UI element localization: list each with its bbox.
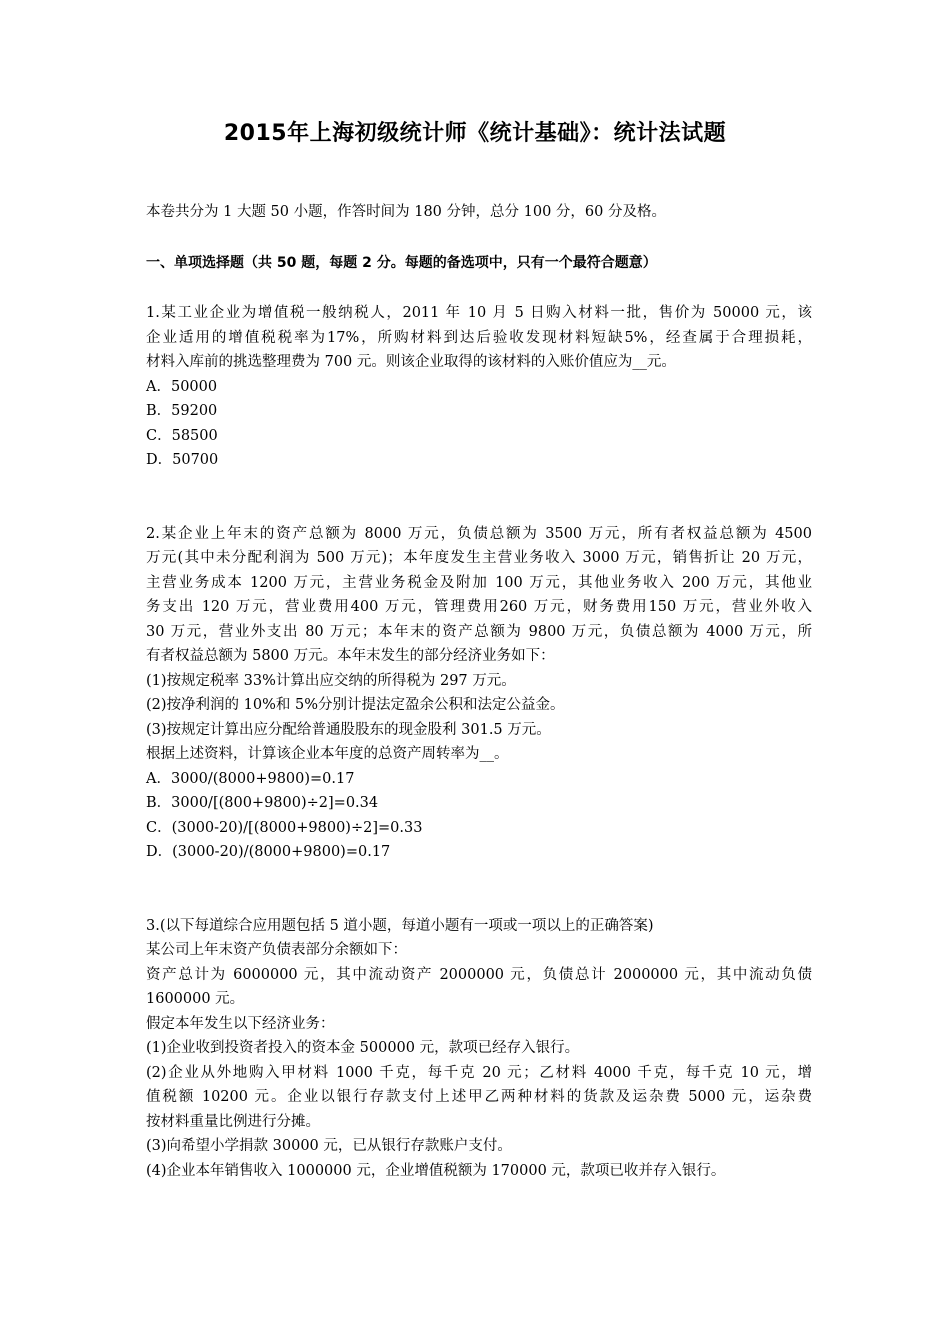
question-stem-line: 主营业务成本 1200 万元，主营业务税金及附加 100 万元，其他业务收入 200 万元，其他业 [146,574,812,591]
question-stem-line: (2)企业从外地购入甲材料 1000 千克，每千克 20 元；乙材料 4000 千克，每千克 10 元，增 [146,1064,812,1081]
question-stem-line: 1600000 元。 [146,991,245,1007]
question-stem-line: (3)向希望小学捐款 30000 元，已从银行存款账户支付。 [146,1138,512,1154]
question-stem-line: 万元(其中未分配利润为 500 万元)；本年度发生主营业务收入 3000 万元，销售折让 20 万元， [146,550,812,566]
answer-option-d: D．(3000-20)/(8000+9800)=0.17 [146,844,391,860]
exam-intro: 本卷共分为 1 大题 50 小题，作答时间为 180 分钟，总分 100 分，60 分及格。 [146,204,666,220]
answer-option-c: C．58500 [146,427,218,444]
document-title: 2015年上海初级统计师《统计基础》：统计法试题 [223,121,727,146]
section-heading: 一、单项选择题（共 50 题，每题 2 分。每题的备选项中，只有一个最符合题意） [146,254,657,271]
question-stem-line: (1)按规定税率 33%计算出应交纳的所得税为 297 万元。 [146,672,516,689]
question-stem-line: 根据上述资料，计算该企业本年度的总资产周转率为__。 [146,746,509,762]
answer-option-d: D．50700 [146,452,219,468]
answer-option-a: A．3000/(8000+9800)=0.17 [146,770,355,787]
question-stem-line: 有者权益总额为 5800 万元。本年末发生的部分经济业务如下： [146,648,555,664]
answer-option-b: B．59200 [146,403,218,419]
answer-option-b: B．3000/[(800+9800)÷2]=0.34 [146,795,379,811]
question-stem-line: 某公司上年末资产负债表部分余额如下： [146,942,407,958]
question-stem-line: (1)企业收到投资者投入的资本金 500000 元，款项已经存入银行。 [146,1040,580,1056]
question-1 [146,301,812,473]
question-stem-line: 3.(以下每道综合应用题包括 5 道小题，每道小题有一项或一项以上的正确答案) [146,917,654,934]
question-stem-line: 企业适用的增值税税率为17%，所购材料到达后验收发现材料短缺5%，经查属于合理损耗， [146,329,812,346]
question-stem-line: 假定本年发生以下经济业务： [146,1015,335,1032]
answer-option-c: C．(3000-20)/[(8000+9800)÷2]=0.33 [146,819,423,836]
answer-option-a: A．50000 [146,378,218,395]
question-stem-line: 值税额 10200 元。企业以银行存款支付上述甲乙两种材料的货款及运杂费 5000 元，运杂费 [146,1089,812,1105]
question-stem-line: (4)企业本年销售收入 1000000 元，企业增值税额为 170000 元，款项已收并存入银行。 [146,1162,726,1179]
document-body [146,200,812,1183]
question-stem-line: 务支出 120 万元，营业费用400 万元，管理费用260 万元，财务费用150 万元，营业外收入 [146,599,812,615]
question-stem-line: (3)按规定计算出应分配给普通股股东的现金股利 301.5 万元。 [146,721,551,738]
question-2 [146,522,812,865]
question-3 [146,914,812,1184]
question-stem-line: (2)按净利润的 10%和 5%分别计提法定盈余公积和法定公益金。 [146,697,565,713]
question-stem-line: 2.某企业上年末的资产总额为 8000 万元，负债总额为 3500 万元，所有者权益总额为 4500 [146,525,812,542]
question-stem-line: 1.某工业企业为增值税一般纳税人，2011 年 10 月 5 日购入材料一批，售价为 50000 元，该 [146,305,812,321]
question-stem-line: 30 万元，营业外支出 80 万元；本年末的资产总额为 9800 万元，负债总额为 4000 万元，所 [146,623,812,640]
question-stem-line: 资产总计为 6000000 元，其中流动资产 2000000 元，负债总计 2000000 元，其中流动负债 [146,966,812,983]
question-stem-line: 材料入库前的挑选整理费为 700 元。则该企业取得的该材料的入账价值应为__元。 [146,354,676,370]
question-stem-line: 按材料重量比例进行分摊。 [146,1113,320,1130]
